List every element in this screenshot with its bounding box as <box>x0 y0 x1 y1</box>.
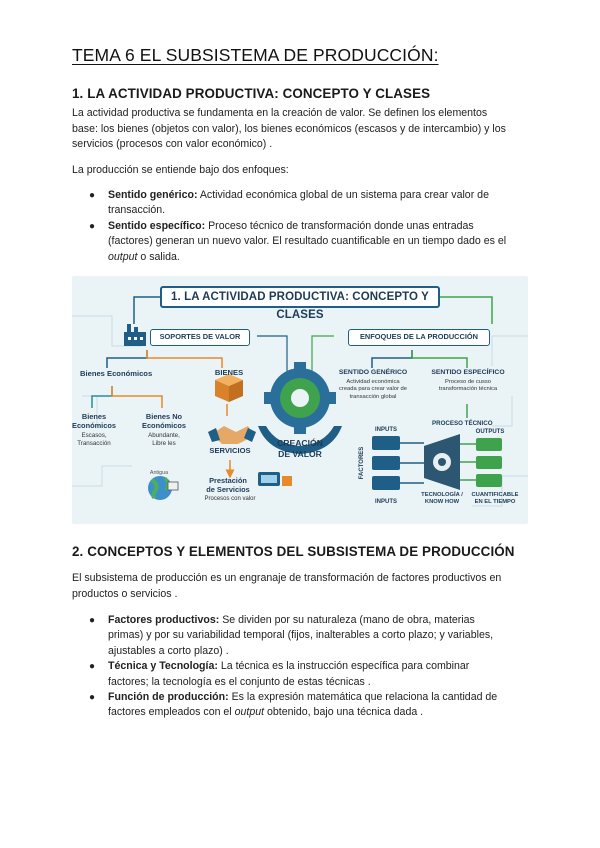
label-line: Bienes <box>81 412 107 421</box>
factores-label: FACTORES <box>359 446 365 480</box>
service-desk-icon <box>258 472 292 486</box>
connector <box>112 386 162 408</box>
prestacion-desc: Procesos con valor <box>204 496 256 502</box>
box-icon <box>215 374 243 402</box>
bullet-text: factores; la tecnología es el conjunto de estas técnicas . <box>108 675 371 688</box>
label-line: Escasos, <box>81 432 107 439</box>
label-line: Económicos <box>142 421 186 430</box>
inputs-label: INPUTS <box>374 427 397 433</box>
factory-icon <box>124 324 146 346</box>
label-line: Transacción <box>77 440 111 447</box>
bullet-text: ajustables a corto plazo) . <box>108 644 229 657</box>
list-item <box>72 219 532 265</box>
section-2-heading: 2. CONCEPTOS Y ELEMENTOS DEL SUBSISTEMA DE PRODUCCIÓN <box>72 544 515 559</box>
bullet-text: Es la expresión matemática que relaciona la cantidad de <box>231 691 498 704</box>
connector <box>107 350 147 368</box>
bienes-economicos-label: Bienes Económicos <box>80 369 153 378</box>
label-line: CUANTIFICABLE <box>471 492 519 498</box>
focus-intro: La producción se entiende bajo dos enfoques: <box>72 164 289 176</box>
label-line: transformación técnica <box>438 386 498 393</box>
document-title: TEMA 6 EL SUBSISTEMA DE PRODUCCIÓN: <box>72 45 439 65</box>
enfoques-label: ENFOQUES DE LA PRODUCCIÓN <box>348 329 490 346</box>
connector <box>147 350 222 368</box>
intro-line: El subsistema de producción es un engranaje de transformación de factores productivos en <box>72 572 502 584</box>
label-line: CREACIÓN <box>277 438 323 448</box>
bullet-text: o salida. <box>137 250 180 263</box>
bullet-text: Actividad económica global de un sistema para crear valor de <box>199 189 489 201</box>
label-line: de Servicios <box>206 485 250 494</box>
label-line: KNOW HOW <box>424 499 460 506</box>
connector <box>372 350 412 368</box>
bullet-text: Proceso técnico de transformación donde unas entradas <box>208 219 474 232</box>
connector <box>134 297 160 324</box>
globe-icon <box>148 476 178 500</box>
intro-line: servicios (procesos con valor económico) . <box>72 138 273 151</box>
label-line: creada para crear valor de <box>339 386 407 393</box>
output-arrows <box>460 444 476 480</box>
cuantificable-label <box>464 492 526 506</box>
input-blocks <box>372 436 400 490</box>
sentido-especifico-label: SENTIDO ESPECÍFICO <box>431 369 505 376</box>
connector <box>92 386 112 408</box>
label-line: Libre les <box>152 440 176 447</box>
proceso-tecnico-label: PROCESO TÉCNICO <box>432 420 493 427</box>
infographic-title: 1. LA ACTIVIDAD PRODUCTIVA: CONCEPTO Y CLASES <box>160 286 440 308</box>
bullet-icon: ● <box>89 615 96 626</box>
process-machine-icon <box>424 434 460 490</box>
bullet-icon: ● <box>89 220 96 232</box>
tecnologia-label <box>412 492 472 506</box>
section-1-bullets <box>72 188 532 265</box>
connector <box>257 336 287 371</box>
bullet-text: La técnica es la instrucción específica para combinar <box>220 660 470 673</box>
label-line: Proceso de cusso <box>444 379 492 385</box>
intro-line: productos o servicios . <box>72 587 178 600</box>
label-line: DE VALOR <box>278 449 322 459</box>
bullet-italic: output <box>234 706 265 719</box>
bullet-text: obtenido, bajo una técnica dada . <box>264 706 424 719</box>
label-line: Prestación <box>209 476 247 485</box>
inputs-bottom-label: INPUTS <box>374 499 397 505</box>
bullet-text: factores empleados con el <box>108 706 235 719</box>
list-item <box>72 690 532 721</box>
handshake-icon <box>208 426 256 444</box>
bullet-italic: output <box>108 250 138 263</box>
connector <box>312 336 334 371</box>
bienes-economicos-title <box>72 412 116 430</box>
bullet-term: Técnica y Tecnología: <box>108 660 218 673</box>
section-2-bullets <box>72 613 532 721</box>
bienes-label: BIENES <box>214 368 244 377</box>
section-1-heading: 1. LA ACTIVIDAD PRODUCTIVA: CONCEPTO Y CLASES <box>72 86 431 101</box>
bullet-term: Sentido específico: <box>108 219 206 232</box>
globe-small-label: Antigua <box>149 470 169 476</box>
label-line: Abundante, <box>148 432 180 439</box>
bienes-no-economicos-desc <box>142 432 186 448</box>
label-line: transacción global <box>349 393 397 400</box>
creacion-valor-label <box>268 438 332 460</box>
sentido-especifico-desc <box>428 379 508 394</box>
section-1-intro <box>72 106 532 153</box>
label-line: Actividad económica <box>346 379 400 385</box>
intro-line: La actividad productiva se fundamenta en la creación de valor. Se definen los elementos <box>72 107 488 119</box>
connector <box>412 350 467 368</box>
bullet-icon: ● <box>89 692 96 704</box>
label-line: EN EL TIEMPO <box>474 499 516 506</box>
sentido-generico-label: SENTIDO GENÉRICO <box>338 369 408 376</box>
prestacion-label <box>198 476 258 494</box>
output-blocks <box>476 438 502 487</box>
list-item <box>72 659 532 690</box>
input-arrows <box>400 443 424 483</box>
outputs-label: OUTPUTS <box>475 429 505 435</box>
bullet-term: Sentido genérico: <box>108 189 198 201</box>
bullet-term: Factores productivos: <box>108 614 220 626</box>
bullet-text: Se dividen por su naturaleza (mano de obra, materias <box>222 614 475 626</box>
soportes-label: SOPORTES DE VALOR <box>150 329 250 346</box>
infographic <box>72 276 528 524</box>
bullet-text: primas) y por su variabilidad temporal (fijos, inalterables a corto plazo; y variables, <box>108 629 494 642</box>
section-2-intro <box>72 571 532 602</box>
bullet-icon: ● <box>89 661 96 673</box>
bienes-economicos-desc <box>72 432 116 448</box>
list-item <box>72 613 532 659</box>
bullet-icon: ● <box>89 190 96 201</box>
label-line: Económicos <box>72 421 116 430</box>
bullet-term: Función de producción: <box>108 691 229 704</box>
sentido-generico-desc <box>334 379 412 401</box>
servicios-label: SERVICIOS <box>209 446 251 455</box>
list-item <box>72 188 532 219</box>
bienes-no-economicos-title <box>142 412 186 430</box>
bullet-text: transacción. <box>108 204 166 217</box>
intro-line: base: los bienes (objetos con valor), los bienes económicos (escasos y de intercambio) y los <box>72 122 506 135</box>
bullet-text: (factores) generan un nuevo valor. El resultado cuantificable en un tiempo dado es el <box>108 235 507 248</box>
label-line: Bienes No <box>145 412 183 421</box>
connector <box>440 297 492 324</box>
label-line: TECNOLOGÍA / <box>421 492 463 498</box>
